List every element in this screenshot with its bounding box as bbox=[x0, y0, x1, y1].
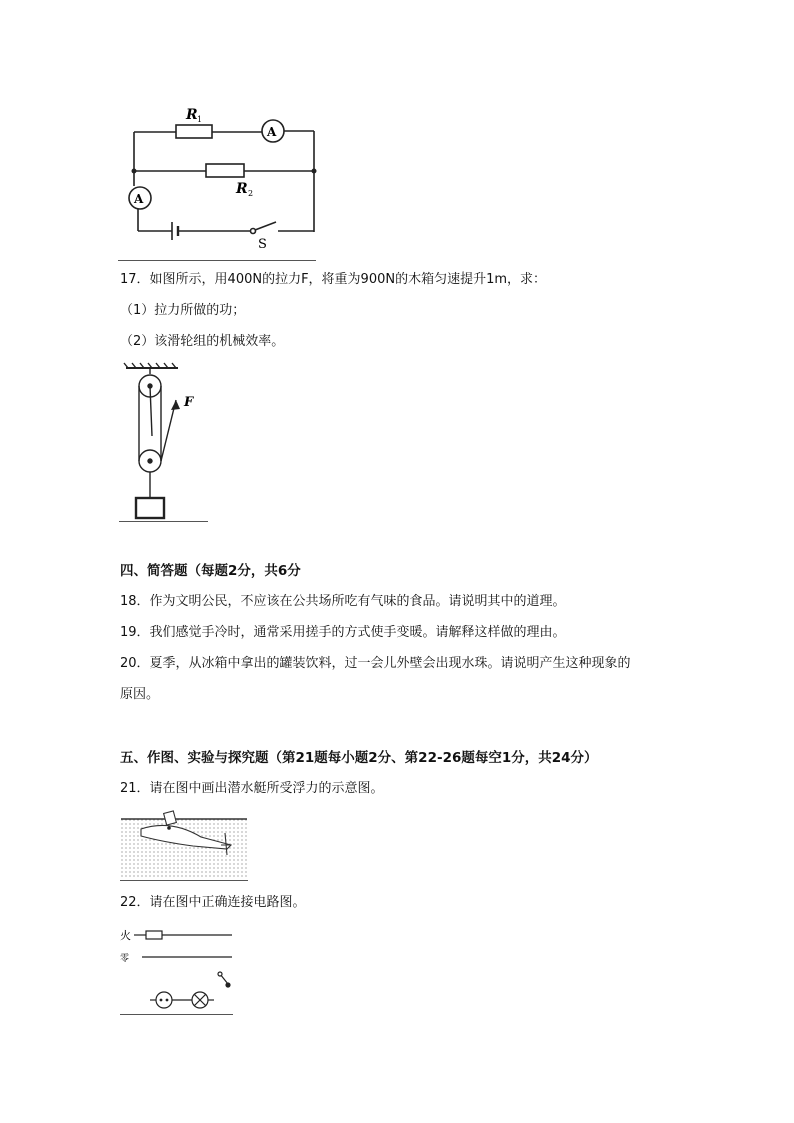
question-20-text: 20．夏季，从冰箱中拿出的罐装饮料，过一会儿外壁会出现水珠。请说明产生这种现象的 bbox=[120, 656, 631, 671]
r2-subscript: 2 bbox=[248, 189, 254, 198]
r1-subscript: 1 bbox=[197, 115, 203, 124]
section-5-heading: 五、作图、实验与探究题（第21题每小题2分、第22-26题每空1分，共24分） bbox=[120, 750, 598, 766]
neutral-wire-label: 零 bbox=[120, 954, 130, 964]
question-17-text: 17．如图所示，用400N的拉力F，将重为900N的木箱匀速提升1m，求： bbox=[120, 272, 547, 287]
question-21-text: 21．请在图中画出潜水艇所受浮力的示意图。 bbox=[120, 781, 384, 796]
figure-underline bbox=[120, 1014, 233, 1015]
question-17-part-1: （1）拉力所做的功； bbox=[120, 303, 246, 318]
household-circuit-diagram bbox=[120, 924, 234, 1014]
question-19-text: 19．我们感觉手冷时，通常采用搓手的方式使手变暖。请解释这样做的理由。 bbox=[120, 625, 566, 640]
question-20-text-cont: 原因。 bbox=[120, 687, 160, 702]
r2-label: R bbox=[236, 181, 248, 197]
question-17-part-2: （2）该滑轮组的机械效率。 bbox=[120, 334, 285, 349]
figure-underline bbox=[119, 521, 208, 522]
section-4-heading: 四、简答题（每题2分，共6分 bbox=[120, 563, 301, 579]
question-18-text: 18．作为文明公民，不应该在公共场所吃有气味的食品。请说明其中的道理。 bbox=[120, 594, 566, 609]
question-22-text: 22．请在图中正确连接电路图。 bbox=[120, 895, 306, 910]
meter-a1-label: A bbox=[267, 125, 277, 139]
live-wire-label: 火 bbox=[120, 929, 131, 942]
meter-a-label: A bbox=[134, 192, 144, 206]
figure-underline bbox=[120, 880, 248, 881]
switch-label: S bbox=[258, 237, 267, 252]
force-label: F bbox=[184, 395, 194, 410]
circuit-diagram bbox=[118, 98, 320, 264]
submarine-diagram bbox=[121, 807, 247, 879]
pulley-diagram bbox=[120, 360, 210, 522]
r1-label: R bbox=[186, 107, 198, 123]
figure-underline bbox=[118, 260, 316, 261]
